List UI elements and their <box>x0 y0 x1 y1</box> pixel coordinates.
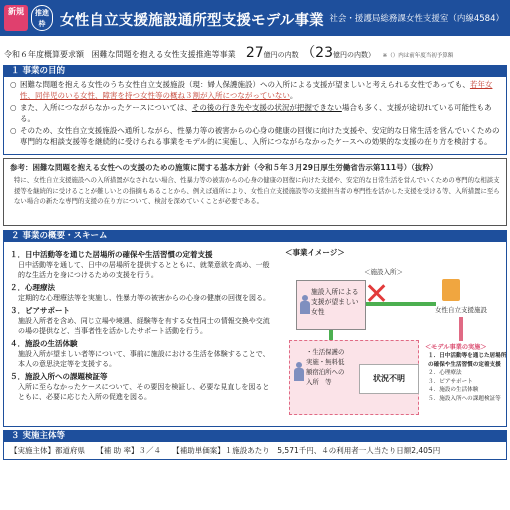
woman-icon <box>300 295 310 315</box>
bullet-text: また、入所につながらなかったケースについては、 <box>20 103 192 112</box>
bullet-underline: その後の行き先や支援の状況が把握できない <box>191 103 342 112</box>
implementation-line: 【実施主体】都道府県 【補 助 率】３／４ 【補助単価案】１施設あたり 5,571千円、４の利用者一人当たり日額2,405円 <box>3 442 507 460</box>
scheme-item-title: ５．施設入所への課題検証等 <box>10 372 108 381</box>
reference-box <box>3 158 507 226</box>
header-bar <box>0 0 510 36</box>
model-item: １．日中活動等を通じた居場所の確保や生活習慣の定着支援 <box>428 353 507 368</box>
facility-label: 女性自立支援施設 <box>435 306 487 314</box>
bullet-mark: ○ <box>10 103 17 112</box>
new-badge: 新規 <box>4 5 28 31</box>
scheme-item-title: １．日中活動等を通じた居場所の確保や生活習慣の定着支援 <box>10 250 213 259</box>
admission-label: ＜施設入所＞ <box>364 268 403 276</box>
scheme-item-body: 日中活動等を通して、日中の居場所を提供するとともに、就業意欲を高め、一般的な生活力を身につけるための支援を行う。 <box>18 261 270 279</box>
budget-note: ※（）内は前年度当初予算額 <box>382 53 454 59</box>
model-item: ５．施設入所への課題検証等 <box>428 395 501 402</box>
department-label: 社会・援護局総務課女性支援室（内線4584） <box>329 14 504 24</box>
model-item: ３．ピアサポート <box>428 378 473 385</box>
model-item: ２．心理療法 <box>428 370 462 376</box>
budget-amount: 27 <box>245 45 264 61</box>
scheme-item-title: ２．心理療法 <box>10 283 55 292</box>
bullet-tail: 。 <box>289 91 298 100</box>
scheme-item-title: ３．ピアサポート <box>10 306 70 315</box>
scheme-items <box>10 248 275 405</box>
budget-prev-amount: （23 <box>301 45 334 61</box>
scheme-item-body: 定期的な心理療法等を実施し、性暴力等の被害からの心身の健康の回復を図る。 <box>18 294 270 302</box>
reference-body: 特に、女性自立支援施設への入所措置がなされない場合、性暴力等の被害からの心身の健康の回復に向けた支援や、安定的な日常生活を営んでいくための専門的な相談支援等を継続的に受けることが難しいとの指摘もあることから、例えば通所により、女性自立支援施設等の支援担当者の専門性を活かした支援を受ける等、入所措置に至らない場合の新たな専門的支援の在り方について、検討を深めていくことが必要である。 <box>14 176 500 205</box>
purpose-bullet <box>10 125 500 147</box>
facility-icon <box>442 279 460 301</box>
section1-heading: １ 事業の目的 <box>3 65 507 77</box>
budget-item: 困難な問題を抱える女性支援推進等事業 <box>91 50 236 59</box>
frame-badge: 推進枠 <box>31 5 53 31</box>
model-project-badge: ＜モデル事業の実施＞ <box>425 344 487 351</box>
bullet-underline: 若年女性、同伴児のいる女性、障害を持つ女性等の概ね３割が入所につながっていない <box>20 80 493 100</box>
budget-line <box>4 42 508 61</box>
alternative-label: ・生活保護の実施・無料低額宿泊所への入所 等 <box>306 348 345 386</box>
scheme-item-title: ４．施設の生活体験 <box>10 339 78 348</box>
model-project-list <box>428 352 508 403</box>
bullet-tail: 場合も多く、支援が途切れている可能性もある。 <box>20 103 492 123</box>
model-item: ４．施設の生活体験 <box>428 387 479 393</box>
section1-body <box>3 77 507 155</box>
reference-title: 参考：困難な問題を抱える女性への支援のための施策に関する基本方針（令和５年３月29日厚生労働省告示第111号）（抜粋） <box>10 163 438 172</box>
page-title: 女性自立支援施設通所型支援モデル事業 <box>60 13 324 29</box>
purpose-bullet <box>10 79 500 101</box>
bullet-text: そのため、女性自立支援施設へ通所しながら、性暴力等の被害からの心身の健康の回復に向けた支援や、安定的な日常生活を営んでいくための専門的な相談支援等を継続的に受けられる事業をモデル的に実施し、入所につながらなかったケースへの効果的な支援の在り方を検討する。 <box>20 126 500 146</box>
scheme-item-body: 施設入所が望ましい者等について、事前に施設における生活を体験することで、本人の意思決定等を支援する。 <box>18 350 270 368</box>
woman-icon <box>294 362 304 382</box>
section2-body <box>3 242 507 427</box>
model-arrow <box>459 317 463 341</box>
purpose-bullet <box>10 102 500 124</box>
bullet-mark: ○ <box>10 126 17 135</box>
blocked-x-icon: ✕ <box>364 277 390 312</box>
diagram-title: ＜事業イメージ＞ <box>285 248 345 257</box>
section3-heading: ３ 実施主体等 <box>3 430 507 442</box>
bullet-text: 困難な問題を抱える女性のうち女性自立支援施設（現：婦人保護施設）への入所による支援が望ましいと考えられる女性であっても、 <box>20 80 470 89</box>
target-women-label: 施設入所による支援が望ましい女性 <box>311 288 359 316</box>
bullet-mark: ○ <box>10 80 17 89</box>
scheme-item-body: 施設入所者を含め、同じ立場や境遇、経験等を有する女性同士の情報交換や交流の場の提供など、当事者性を活かしたサポート活動を行う。 <box>18 317 270 335</box>
budget-prev-unit: 億円の内数） <box>333 51 376 59</box>
status-unknown: 状況不明 <box>359 364 419 394</box>
budget-amount-unit: 億円の内数 <box>263 51 299 59</box>
scheme-item-body: 入所に至らなかったケースについて、その要因を検証し、必要な見直しを図るとともに、必要に応じた入所の促進を図る。 <box>18 383 270 401</box>
section2-heading: ２ 事業の概要・スキーム <box>3 230 507 242</box>
budget-label: 令和６年度概算要求額 <box>4 50 84 59</box>
